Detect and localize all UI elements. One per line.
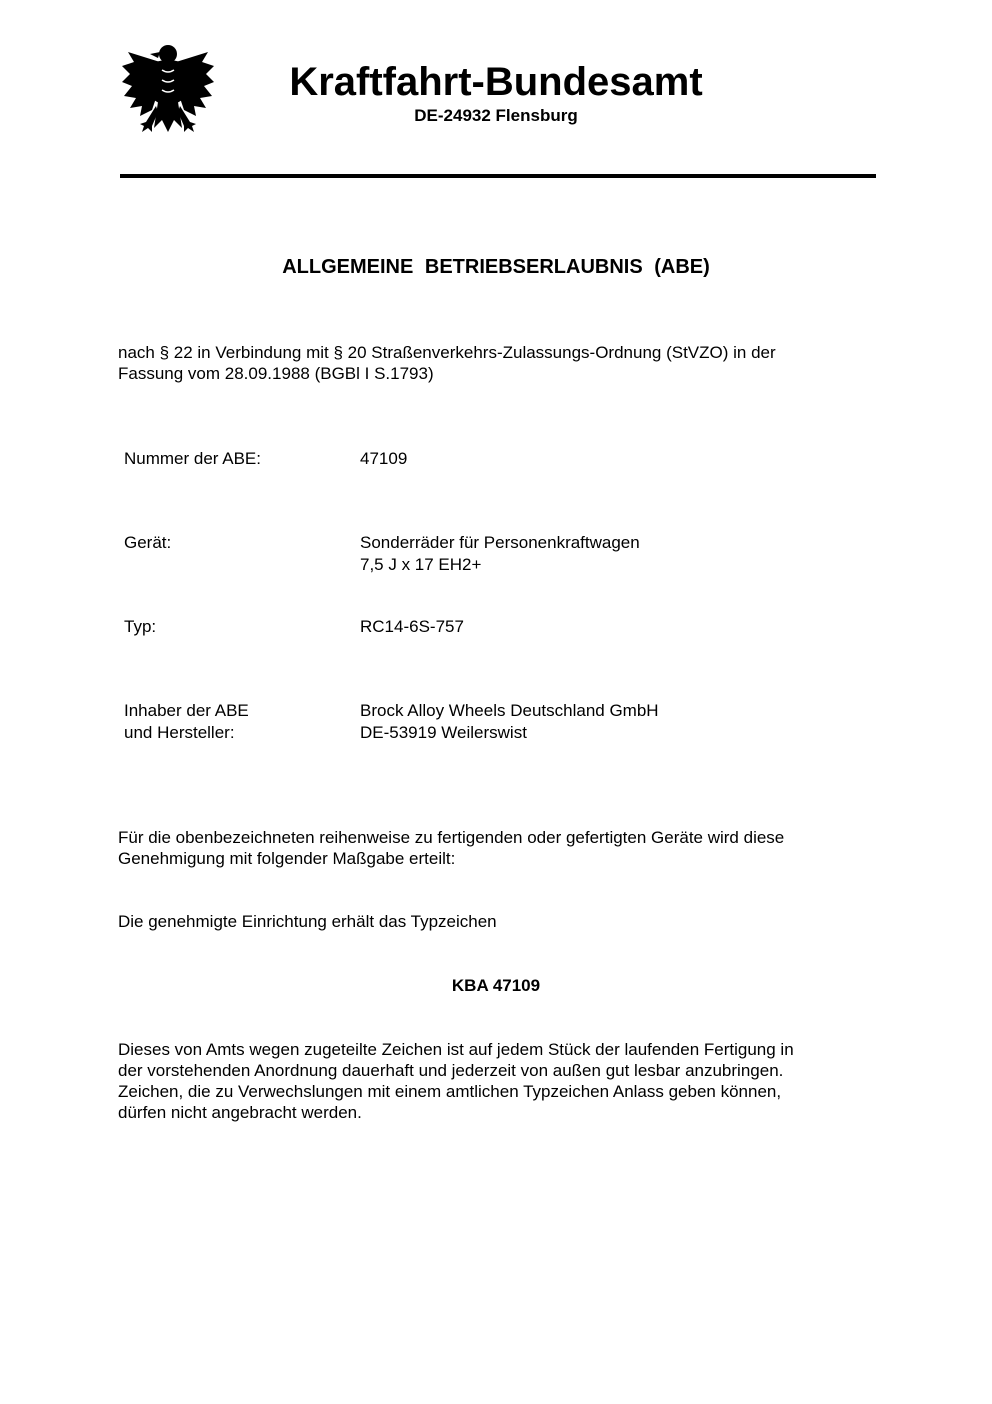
approval-line: Genehmigung mit folgender Maßgabe erteilt:: [118, 849, 456, 868]
type-value: RC14-6S-757: [360, 617, 464, 636]
type-label: Typ:: [124, 617, 157, 636]
legal-basis-line: nach § 22 in Verbindung mit § 20 Straßenverkehrs-Zulassungs-Ordnung (StVZO) in der: [118, 343, 776, 362]
org-address: DE-24932 Flensburg: [414, 106, 578, 125]
device-label: Gerät:: [124, 533, 172, 552]
type-mark-rules-line: Zeichen, die zu Verwechslungen mit einem amtlichen Typzeichen Anlass geben können,: [118, 1082, 782, 1101]
legal-basis-line: Fassung vom 28.09.1988 (BGBl I S.1793): [118, 364, 434, 383]
holder-value-line: DE-53919 Weilerswist: [360, 723, 527, 742]
approval-line: Für die obenbezeichneten reihenweise zu fertigenden oder gefertigten Geräte wird diese: [118, 828, 785, 847]
type-mark-rules-line: dürfen nicht angebracht werden.: [118, 1103, 362, 1122]
holder-value-line: Brock Alloy Wheels Deutschland GmbH: [360, 701, 659, 720]
document-title: ALLGEMEINE BETRIEBSERLAUBNIS (ABE): [282, 256, 710, 278]
type-mark-intro: Die genehmigte Einrichtung erhält das Typzeichen: [118, 912, 497, 931]
type-mark-rules-line: der vorstehenden Anordnung dauerhaft und jederzeit von außen gut lesbar anzubringen.: [118, 1061, 784, 1080]
holder-label: [124, 700, 344, 744]
abe-number-value: 47109: [360, 449, 408, 468]
type-mark-rules-line: Dieses von Amts wegen zugeteilte Zeichen ist auf jedem Stück der laufenden Fertigung in: [118, 1040, 794, 1059]
approval-paragraph: [118, 827, 878, 869]
device-value-line: 7,5 J x 17 EH2+: [360, 555, 482, 574]
device-value-line: Sonderräder für Personenkraftwagen: [360, 533, 640, 552]
device-value: [360, 532, 880, 576]
type-mark: KBA 47109: [451, 976, 541, 995]
holder-label-line: Inhaber der ABE: [124, 701, 249, 720]
holder-value: [360, 700, 880, 744]
org-name: Kraftfahrt-Bundesamt: [289, 60, 703, 104]
holder-label-line: und Hersteller:: [124, 723, 235, 742]
type-mark-rules-paragraph: [118, 1039, 878, 1123]
legal-basis-paragraph: [118, 342, 878, 384]
abe-number-label: Nummer der ABE:: [124, 449, 261, 468]
header-divider: [120, 174, 876, 178]
